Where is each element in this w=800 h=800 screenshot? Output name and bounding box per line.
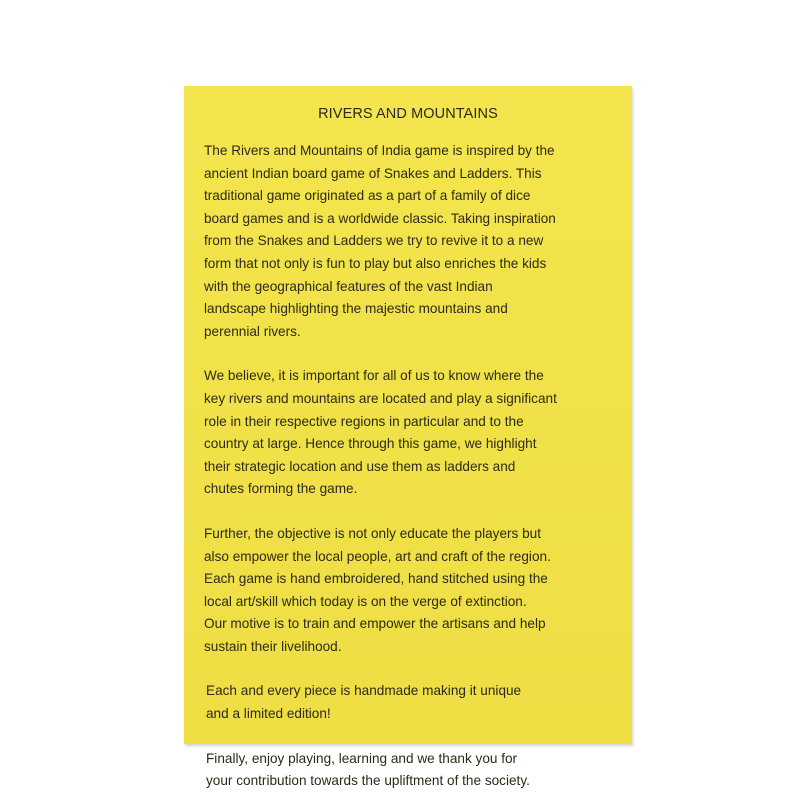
paragraph-handmade bbox=[204, 680, 612, 725]
text-line: The Rivers and Mountains of India game is inspired by the bbox=[204, 143, 555, 158]
text-line: key rivers and mountains are located and play a significant bbox=[204, 390, 557, 406]
text-line: Our motive is to train and empower the artisans and help bbox=[204, 616, 546, 632]
text-line: Each game is hand embroidered, hand stitched using the bbox=[204, 571, 548, 587]
text-line: form that not only is fun to play but also enriches the kids bbox=[204, 255, 547, 271]
text-line: Further, the objective is not only educate the players but bbox=[204, 525, 542, 541]
text-line: landscape highlighting the majestic mountains and bbox=[204, 301, 508, 317]
text-line: perennial rivers. bbox=[204, 323, 301, 339]
text-line: Each and every piece is handmade making it unique bbox=[206, 683, 522, 699]
text-line: We believe, it is important for all of us to know where the bbox=[204, 368, 544, 384]
paragraph-belief bbox=[204, 365, 612, 501]
card-title: RIVERS AND MOUNTAINS bbox=[318, 106, 498, 122]
text-line: your contribution towards the upliftment of the society. bbox=[206, 773, 530, 789]
text-line: traditional game originated as a part of a family of dice bbox=[204, 188, 531, 204]
text-line: also empower the local people, art and craft of the region. bbox=[204, 548, 551, 564]
text-line: Finally, enjoy playing, learning and we thank you for bbox=[206, 750, 518, 766]
text-line: ancient Indian board game of Snakes and Ladders. This bbox=[204, 165, 542, 181]
paragraph-thanks bbox=[204, 748, 612, 793]
text-line: chutes forming the game. bbox=[204, 481, 358, 497]
text-line: with the geographical features of the vast Indian bbox=[204, 278, 493, 294]
paragraph-objective bbox=[204, 523, 612, 659]
text-line: country at large. Hence through this game, we highlight bbox=[204, 436, 537, 452]
text-line: from the Snakes and Ladders we try to revive it to a new bbox=[204, 233, 544, 249]
text-line: their strategic location and use them as ladders and bbox=[204, 458, 516, 474]
text-line: sustain their livelihood. bbox=[204, 638, 342, 654]
text-line: local art/skill which today is on the verge of extinction. bbox=[204, 593, 527, 609]
paragraph-intro bbox=[204, 140, 612, 343]
info-card bbox=[184, 86, 632, 789]
text-line: and a limited edition! bbox=[206, 706, 331, 722]
text-line: board games and is a worldwide classic. Taking inspiration bbox=[204, 210, 556, 226]
text-line: role in their respective regions in particular and to the bbox=[204, 413, 524, 429]
